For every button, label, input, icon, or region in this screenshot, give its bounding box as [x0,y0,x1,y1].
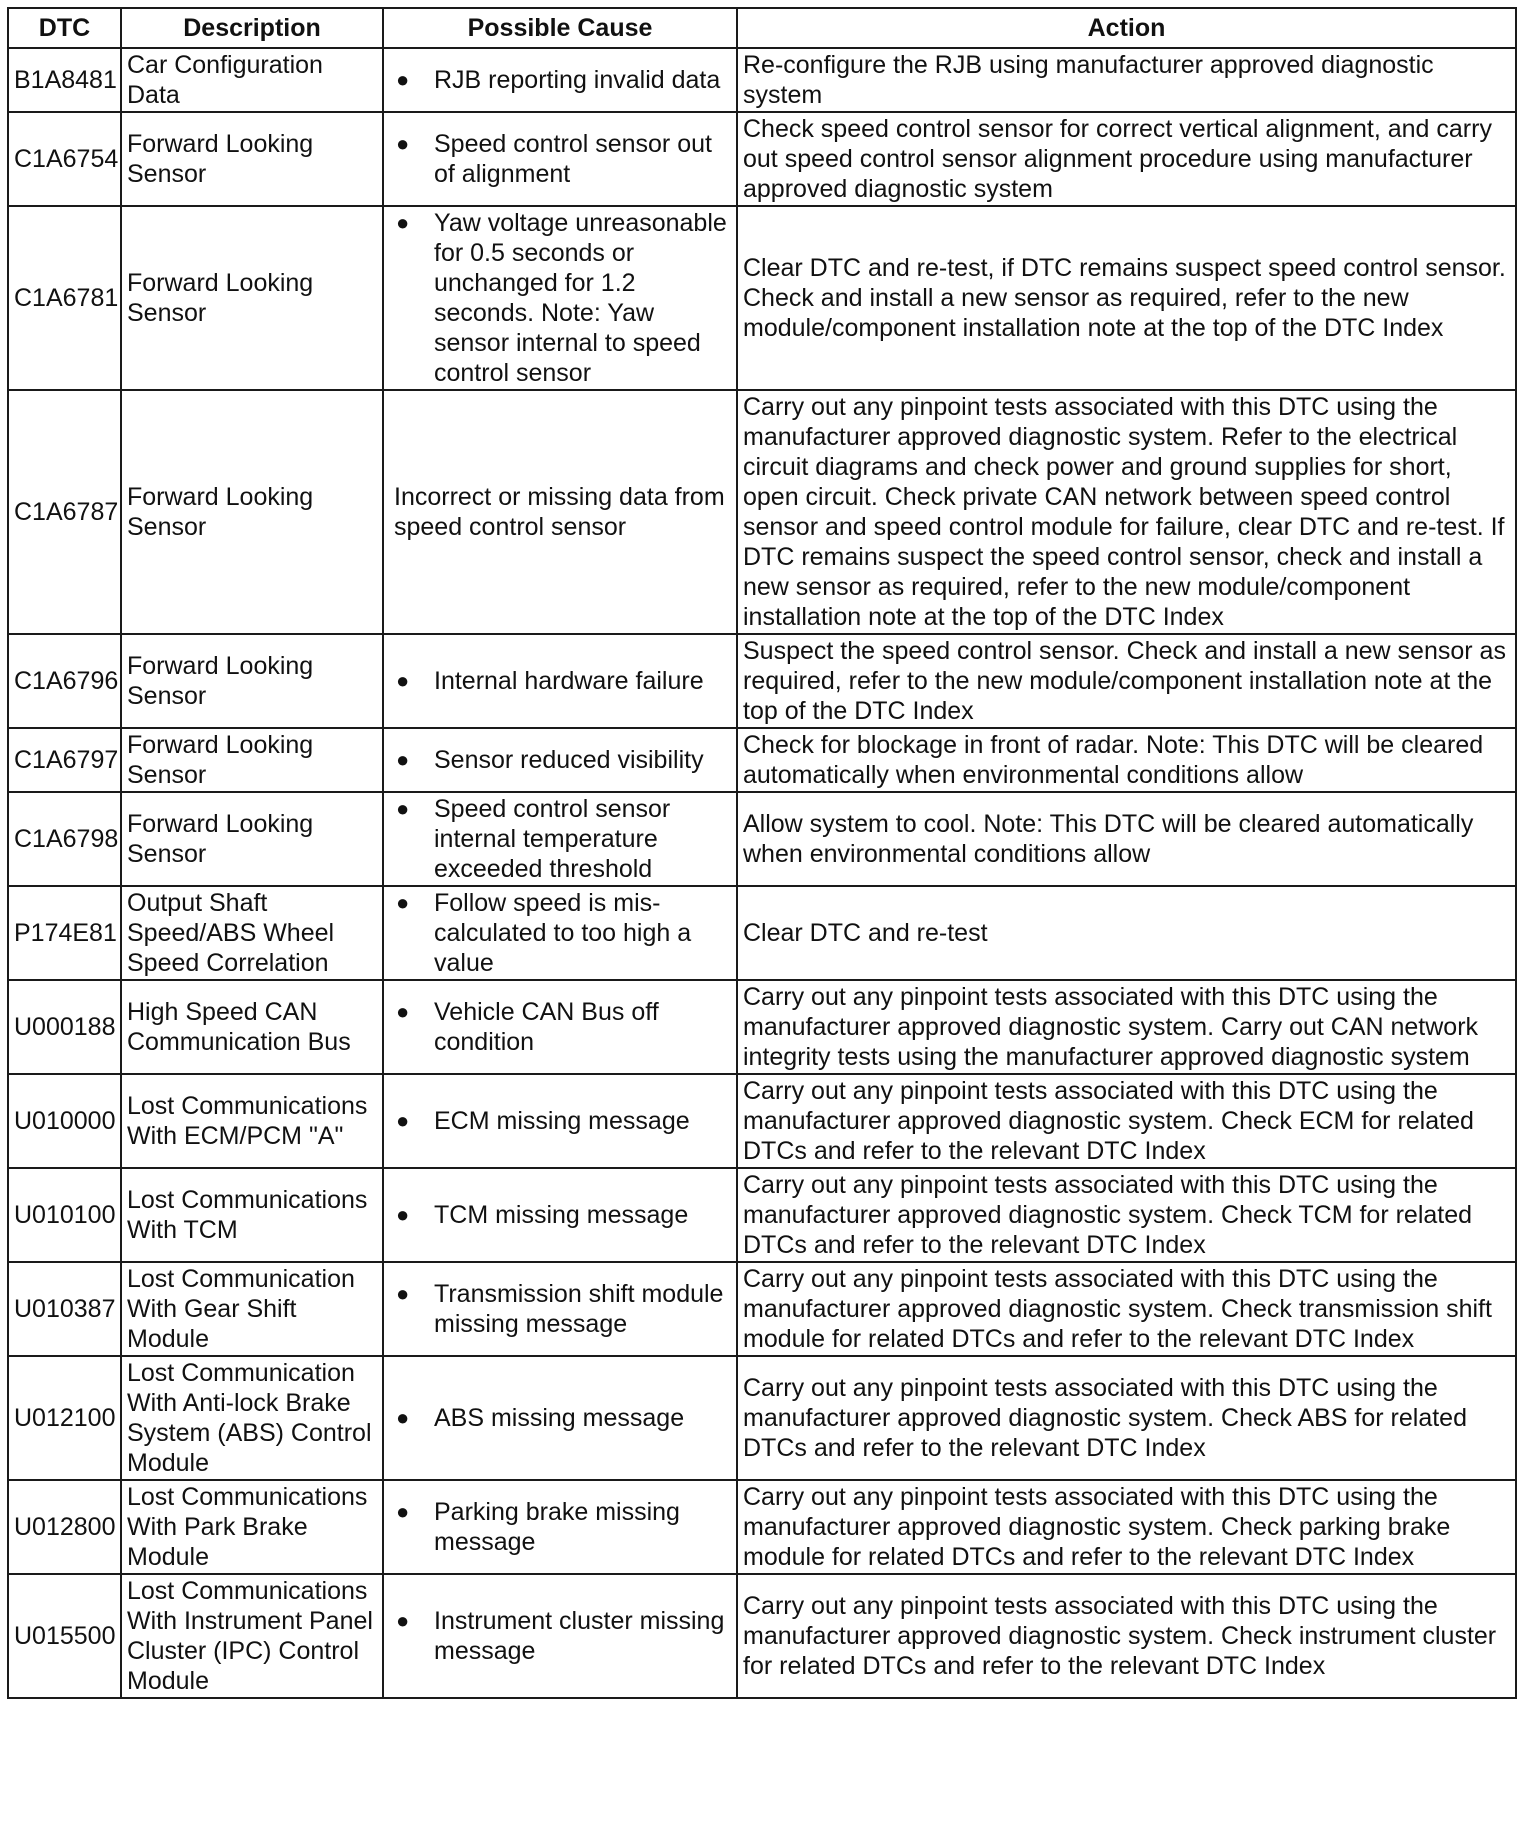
bullet-icon: ● [396,1405,410,1430]
possible-cause-text: Internal hardware failure [434,667,704,695]
possible-cause-text: Speed control sensor internal temperature exceeded threshold [434,795,671,883]
dtc-code: C1A6798 [8,792,121,886]
dtc-code: C1A6787 [8,390,121,634]
column-header-description: Description [121,8,383,48]
table-row [8,390,1516,634]
possible-cause-item [394,1200,730,1230]
possible-cause-text: ECM missing message [434,1107,690,1135]
dtc-description: Lost Communications With Park Brake Module [121,1480,383,1574]
action-text: Check speed control sensor for correct vertical alignment, and carry out speed control sensor alignment procedure using manufacturer approved diagnostic system [737,112,1516,206]
dtc-code: U012800 [8,1480,121,1574]
possible-cause-cell [383,1356,737,1480]
dtc-description: Forward Looking Sensor [121,792,383,886]
dtc-code: U015500 [8,1574,121,1698]
dtc-code: B1A8481 [8,48,121,112]
dtc-code: P174E81 [8,886,121,980]
possible-cause-text: Vehicle CAN Bus off condition [434,998,659,1056]
possible-cause-text: Parking brake missing message [434,1498,680,1556]
table-row [8,980,1516,1074]
possible-cause-item [394,1403,730,1433]
table-row [8,728,1516,792]
table-row [8,1574,1516,1698]
bullet-icon: ● [396,67,410,92]
dtc-code: U010000 [8,1074,121,1168]
table-row [8,1168,1516,1262]
possible-cause-item [394,129,730,189]
bullet-icon: ● [396,1608,410,1633]
dtc-code: U010387 [8,1262,121,1356]
possible-cause-cell [383,1074,737,1168]
possible-cause-text: Sensor reduced visibility [434,746,704,774]
table-row [8,792,1516,886]
bullet-icon: ● [396,131,410,156]
bullet-icon: ● [396,668,410,693]
action-text: Check for blockage in front of radar. Note: This DTC will be cleared automatically when environmental conditions allow [737,728,1516,792]
action-text: Carry out any pinpoint tests associated with this DTC using the manufacturer approved diagnostic system. Check transmission shift module for related DTCs and refer to the relevant DTC Index [737,1262,1516,1356]
possible-cause-item [394,997,730,1057]
column-header-possible-cause: Possible Cause [383,8,737,48]
table-row [8,634,1516,728]
possible-cause-item [394,1606,730,1666]
possible-cause-item [394,1106,730,1136]
possible-cause-item [394,745,730,775]
dtc-description: Lost Communications With TCM [121,1168,383,1262]
dtc-description: Output Shaft Speed/ABS Wheel Speed Correlation [121,886,383,980]
table-row [8,1074,1516,1168]
dtc-description: Lost Communication With Anti-lock Brake System (ABS) Control Module [121,1356,383,1480]
bullet-icon: ● [396,1281,410,1306]
dtc-description: Lost Communications With ECM/PCM "A" [121,1074,383,1168]
dtc-description: Car Configuration Data [121,48,383,112]
bullet-icon: ● [396,796,410,821]
possible-cause-cell [383,1480,737,1574]
bullet-icon: ● [396,999,410,1024]
action-text: Carry out any pinpoint tests associated with this DTC using the manufacturer approved diagnostic system. Refer to the electrical circuit diagrams and check power and ground supplies for short, open circuit. Check private CAN network between speed control sensor and speed control module for failure, clear DTC and re-test. If DTC remains suspect the speed control sensor, check and install a new sensor as required, refer to the new module/component installation note at the top of the DTC Index [737,390,1516,634]
dtc-code: U000188 [8,980,121,1074]
possible-cause-cell [383,390,737,634]
possible-cause-item [394,666,730,696]
action-text: Carry out any pinpoint tests associated with this DTC using the manufacturer approved diagnostic system. Check parking brake module for related DTCs and refer to the relevant DTC Index [737,1480,1516,1574]
action-text: Clear DTC and re-test, if DTC remains suspect speed control sensor. Check and install a new sensor as required, refer to the new module/component installation note at the top of the DTC Index [737,206,1516,390]
column-header-dtc: DTC [8,8,121,48]
possible-cause-text: Yaw voltage unreasonable for 0.5 seconds or unchanged for 1.2 seconds. Note: Yaw sensor internal to speed control sensor [434,209,727,387]
dtc-code: U012100 [8,1356,121,1480]
action-text: Carry out any pinpoint tests associated with this DTC using the manufacturer approved diagnostic system. Check TCM for related DTCs and refer to the relevant DTC Index [737,1168,1516,1262]
possible-cause-cell [383,728,737,792]
action-text: Clear DTC and re-test [737,886,1516,980]
table-body [8,48,1516,1698]
bullet-icon: ● [396,1499,410,1524]
possible-cause-item [394,794,730,884]
table-row [8,1262,1516,1356]
possible-cause-text: RJB reporting invalid data [434,66,721,94]
possible-cause-text: Transmission shift module missing message [434,1280,724,1338]
possible-cause-cell [383,980,737,1074]
possible-cause-item [394,65,730,95]
possible-cause-text: TCM missing message [434,1201,689,1229]
possible-cause-cell [383,792,737,886]
column-header-action: Action [737,8,1516,48]
bullet-icon: ● [396,747,410,772]
possible-cause-text: Follow speed is mis-calculated to too high a value [434,889,692,977]
dtc-description: Forward Looking Sensor [121,634,383,728]
table-row [8,1480,1516,1574]
dtc-description: Lost Communications With Instrument Panel Cluster (IPC) Control Module [121,1574,383,1698]
bullet-icon: ● [396,1202,410,1227]
action-text: Re-configure the RJB using manufacturer approved diagnostic system [737,48,1516,112]
possible-cause-text: Speed control sensor out of alignment [434,130,712,188]
dtc-description: Forward Looking Sensor [121,390,383,634]
possible-cause-text: ABS missing message [434,1404,685,1432]
possible-cause-cell [383,206,737,390]
possible-cause-item [394,208,730,388]
table-row [8,1356,1516,1480]
table-row [8,206,1516,390]
bullet-icon: ● [396,1108,410,1133]
possible-cause-item [394,888,730,978]
table-row [8,48,1516,112]
action-text: Allow system to cool. Note: This DTC will be cleared automatically when environmental conditions allow [737,792,1516,886]
table-header-row [8,8,1516,48]
action-text: Carry out any pinpoint tests associated with this DTC using the manufacturer approved diagnostic system. Carry out CAN network integrity tests using the manufacturer approved diagnostic system [737,980,1516,1074]
possible-cause-cell [383,112,737,206]
bullet-icon: ● [396,890,410,915]
dtc-code: U010100 [8,1168,121,1262]
dtc-description: Forward Looking Sensor [121,728,383,792]
dtc-description: Lost Communication With Gear Shift Module [121,1262,383,1356]
action-text: Carry out any pinpoint tests associated with this DTC using the manufacturer approved diagnostic system. Check ECM for related DTCs and refer to the relevant DTC Index [737,1074,1516,1168]
possible-cause-cell [383,634,737,728]
dtc-code: C1A6754 [8,112,121,206]
bullet-icon: ● [396,210,410,235]
dtc-code: C1A6781 [8,206,121,390]
action-text: Carry out any pinpoint tests associated with this DTC using the manufacturer approved diagnostic system. Check instrument cluster for related DTCs and refer to the relevant DTC Index [737,1574,1516,1698]
dtc-code: C1A6796 [8,634,121,728]
dtc-description: High Speed CAN Communication Bus [121,980,383,1074]
table-row [8,112,1516,206]
possible-cause-cell [383,48,737,112]
dtc-description: Forward Looking Sensor [121,206,383,390]
dtc-code: C1A6797 [8,728,121,792]
action-text: Carry out any pinpoint tests associated with this DTC using the manufacturer approved diagnostic system. Check ABS for related DTCs and refer to the relevant DTC Index [737,1356,1516,1480]
table-row [8,886,1516,980]
possible-cause-cell [383,1168,737,1262]
possible-cause-cell [383,1262,737,1356]
possible-cause-item [394,1497,730,1557]
dtc-index-table [7,7,1517,1699]
possible-cause-cell [383,1574,737,1698]
possible-cause-text: Instrument cluster missing message [434,1607,725,1665]
possible-cause-text: Incorrect or missing data from speed control sensor [394,483,725,541]
possible-cause-cell [383,886,737,980]
dtc-description: Forward Looking Sensor [121,112,383,206]
possible-cause-item [394,1279,730,1339]
action-text: Suspect the speed control sensor. Check and install a new sensor as required, refer to the new module/component installation note at the top of the DTC Index [737,634,1516,728]
